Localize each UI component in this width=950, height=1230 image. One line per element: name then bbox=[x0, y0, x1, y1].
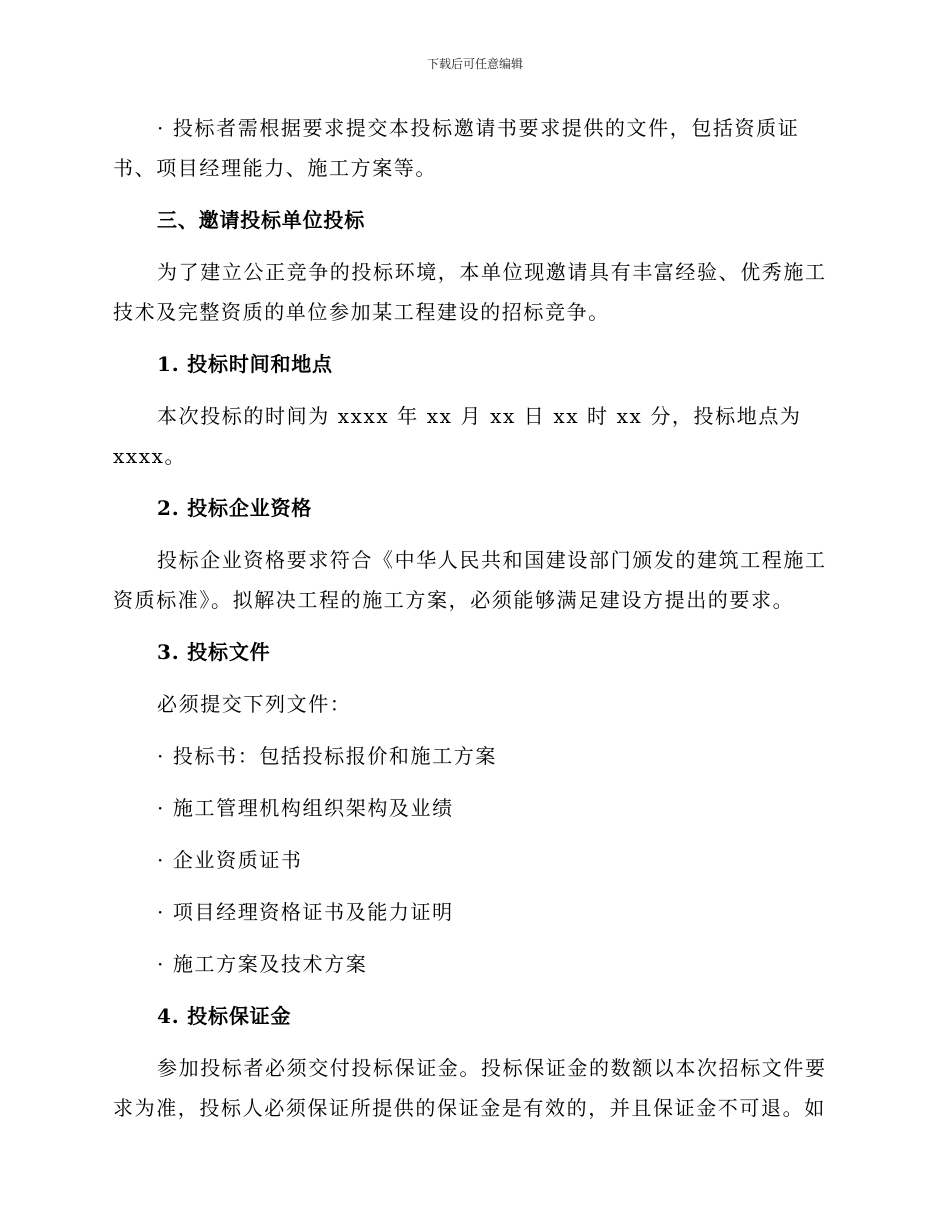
list-item: · 投标书：包括投标报价和施工方案 bbox=[157, 744, 497, 768]
list-item: · 企业资质证书 bbox=[157, 848, 303, 872]
list-item: · 项目经理资格证书及能力证明 bbox=[157, 900, 454, 924]
paragraph-invite: 为了建立公正竞争的投标环境，本单位现邀请具有丰富经验、优秀施工技术及完整资质的单位参加某工程建设的招标竞争。 bbox=[113, 260, 827, 324]
paragraph-qualification: 投标企业资格要求符合《中华人民共和国建设部门颁发的建筑工程施工资质标准》。拟解决工程的施工方案，必须能够满足建设方提出的要求。 bbox=[113, 548, 827, 612]
paragraph-time-place: 本次投标的时间为 xxxx 年 xx 月 xx 日 xx 时 xx 分，投标地点为 xxxx。 bbox=[113, 404, 802, 468]
page-header: 下载后可任意编辑 bbox=[426, 57, 523, 71]
heading-deposit: 4. 投标保证金 bbox=[157, 1004, 292, 1028]
section-heading-invite: 三、邀请投标单位投标 bbox=[157, 208, 365, 232]
paragraph-docs-intro: 必须提交下列文件： bbox=[157, 692, 352, 716]
list-item: · 施工方案及技术方案 bbox=[157, 952, 368, 976]
heading-time-place: 1. 投标时间和地点 bbox=[157, 352, 333, 376]
paragraph-deposit: 参加投标者必须交付投标保证金。投标保证金的数额以本次招标文件要求为准，投标人必须保证所提供的保证金是有效的，并且保证金不可退。如 bbox=[113, 1056, 827, 1120]
document-body bbox=[113, 108, 833, 1140]
paragraph-submit-docs: · 投标者需根据要求提交本投标邀请书要求提供的文件，包括资质证书、项目经理能力、施工方案等。 bbox=[113, 116, 800, 180]
list-item: · 施工管理机构组织架构及业绩 bbox=[157, 796, 454, 820]
heading-bid-documents: 3. 投标文件 bbox=[157, 640, 271, 664]
heading-qualification: 2. 投标企业资格 bbox=[157, 496, 313, 520]
